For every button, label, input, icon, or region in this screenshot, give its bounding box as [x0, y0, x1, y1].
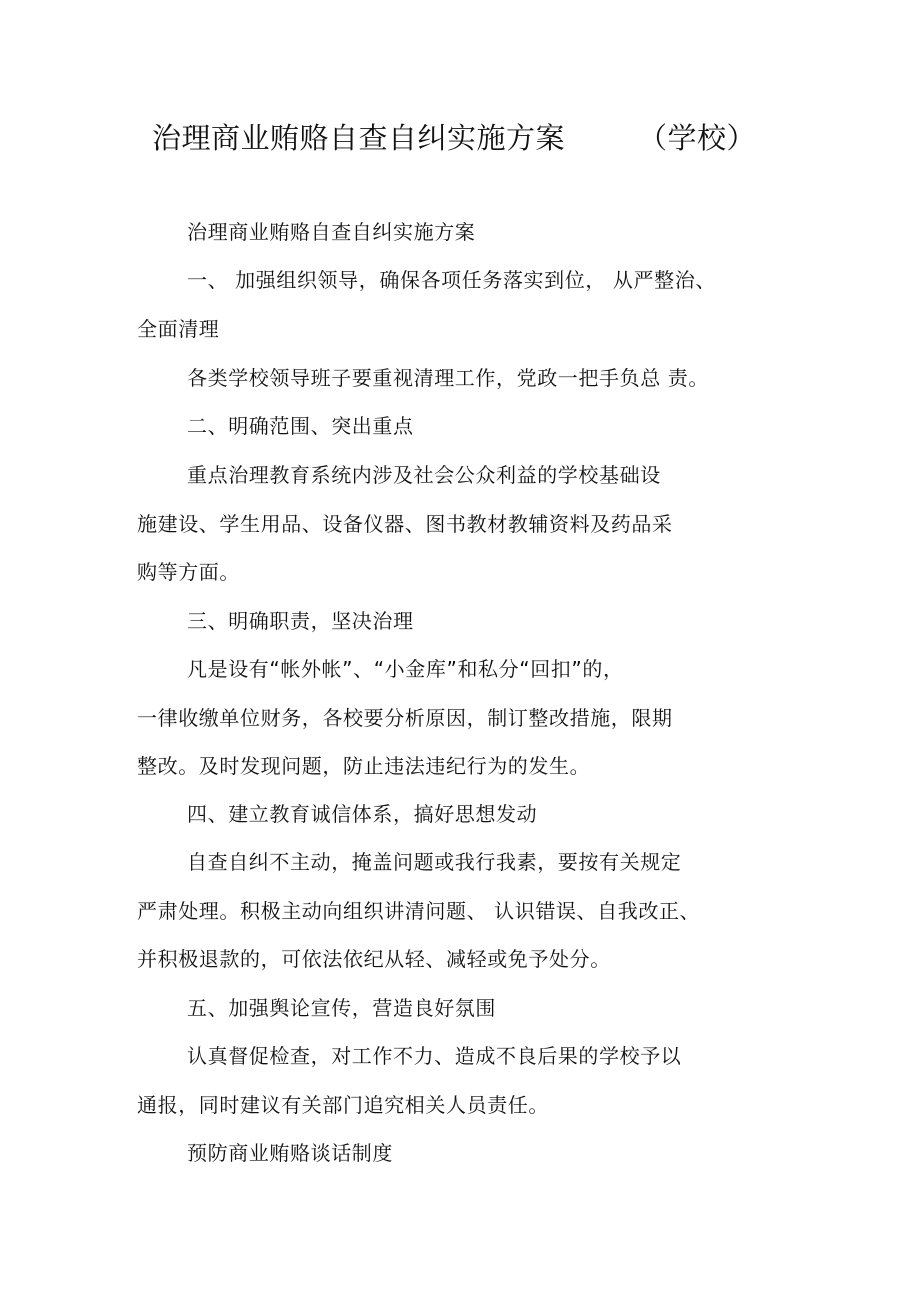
- section-heading-2: 二、明确范围、突出重点: [187, 414, 414, 438]
- paragraph-line: 自查自纠不主动，掩盖问题或我行我素，要按有关规定: [187, 850, 682, 874]
- title-suffix: （学校）: [638, 121, 757, 155]
- paragraph-line: 施建设、学生用品、设备仪器、图书教材教辅资料及药品采: [137, 512, 673, 536]
- section-heading-1: 一、 加强组织领导，确保各项任务落实到位， 从严整治、: [187, 268, 716, 292]
- paragraph-line: 认真督促检查，对工作不力、造成不良后果的学校予以: [187, 1044, 682, 1068]
- document-title: [152, 118, 757, 158]
- section-heading-3: 三、明确职责，坚决治理: [187, 609, 414, 633]
- title-main: 治理商业贿赂自查自纠实施方案: [152, 121, 566, 155]
- paragraph-line: 整改。及时发现问题，防止违法违纪行为的发生。: [137, 754, 591, 778]
- paragraph-line: 通报，同时建议有关部门追究相关人员责任。: [137, 1093, 549, 1117]
- paragraph-line: 并积极退款的，可依法依纪从轻、减轻或免予处分。: [137, 947, 611, 971]
- section-heading-4: 四、建立教育诚信体系，搞好思想发动: [187, 802, 538, 826]
- section-heading-5: 五、加强舆论宣传，营造良好氛围: [187, 996, 496, 1020]
- paragraph-line: 一律收缴单位财务，各校要分析原因，制订整改措施，限期: [137, 706, 673, 730]
- paragraph-line: 严肃处理。积极主动向组织讲清问题、 认识错误、自我改正、: [137, 899, 701, 923]
- subtitle-line: 治理商业贿赂自查自纠实施方案: [187, 220, 476, 244]
- closing-heading: 预防商业贿赂谈话制度: [187, 1141, 393, 1165]
- paragraph-line: 凡是设有“帐外帐”、“小金库”和私分“回扣”的，: [187, 657, 624, 681]
- paragraph-line: 重点治理教育系统内涉及社会公众利益的学校基础设: [187, 463, 661, 487]
- paragraph-line: 各类学校领导班子要重视清理工作，党政一把手负总 责。: [187, 366, 709, 390]
- paragraph-line: 购等方面。: [137, 560, 240, 584]
- paragraph-line: 全面清理: [137, 317, 220, 341]
